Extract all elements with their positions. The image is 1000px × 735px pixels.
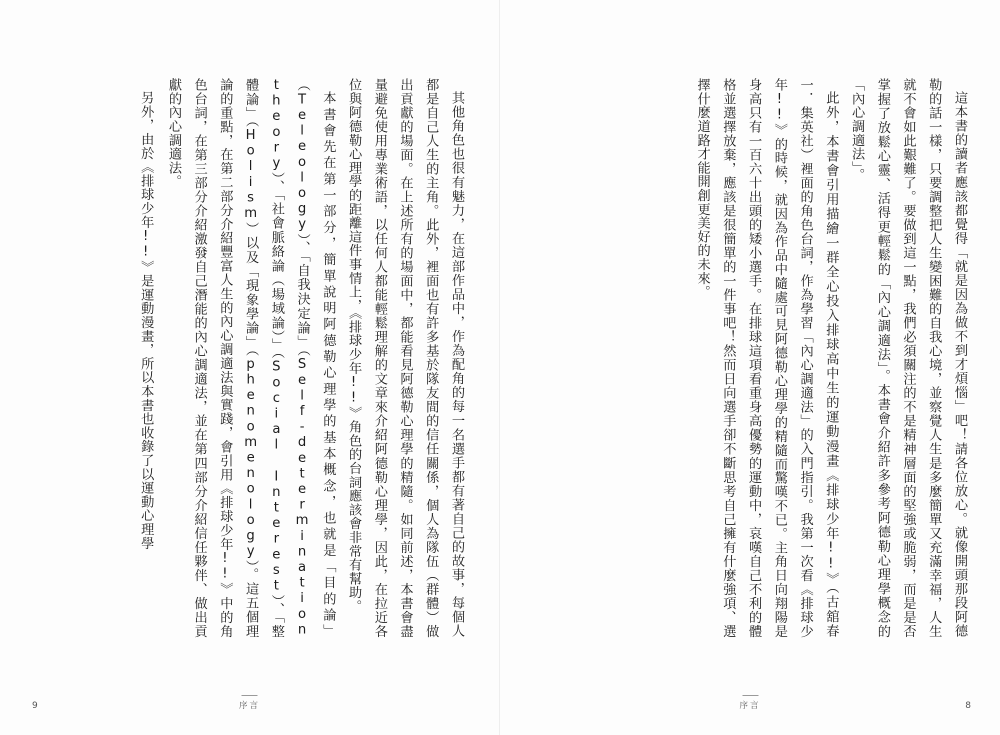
running-head: 序言 [239,695,260,711]
page-number: 8 [965,701,972,711]
page-left-footer [0,687,499,711]
paragraph: 本書會先在第一部分，簡單說明阿德勒心理學的基本概念，也就是「目的論」（Teleology）、「自我決定論」（Self-determination theory）、「社會脈絡論（場域論）」（Social Interest）、「整體論」（Holism）以及「現象學論」（phenomenology）。這五個理論的重點，在第二部分介紹豐富人生的內心調適法與實踐，會引用《排球少年!!》中的角色台詞，在第三部分介紹激發自己潛能的內心調適法，並在第四部分介紹信任夥伴、做出貢獻的內心調適法。 [165,78,336,638]
paragraph: 這本書的讀者應該都覺得「就是因為做不到才煩惱」吧！請各位放心。就像開頭那段阿德勒的話一樣，只要調整把人生變困難的自我心境，並察覺人生是多麼簡單又充滿幸福，人生就不會如此艱難了。要做到這一點，我們必須關注的不是精神層面的堅強或脆弱，而是是否掌握了放鬆心靈、活得更輕鬆的「內心調適法」。本書會介紹許多參考阿德勒心理學概念的「內心調適法」。 [849,78,967,638]
page-right-textblock [540,78,972,638]
page-right [500,0,1000,735]
page-left-textblock [44,78,469,638]
paragraph: 另外，由於《排球少年!!》是運動漫畫，所以本書也收錄了以運動心理學 [138,91,154,551]
running-head: 序言 [739,695,760,711]
paragraph: 此外，本書會引用描繪一群全心投入排球高中生的運動漫畫《排球少年!!》（古舘春一．集英社）裡面的角色台詞，作為學習「內心調適法」的入門指引。我第一次看《排球少年!!》的時候，就因為作品中隨處可見阿德勒心理學的精隨而驚嘆不已。主角日向翔陽是身高只有一百六十出頭的矮小選手。在排球這項看重身高優勢的運動中，哀嘆自己不利的體格並選擇放棄，應該是很簡單的一件事吧！然而日向選手卻不斷思考自己擁有什麼強項、選擇什麼道路才能開創更美好的未來。 [694,78,839,638]
page-right-footer [500,687,1000,711]
paragraph: 其他角色也很有魅力，在這部作品中，作為配角的每一名選手都有著自己的故事，每個人都是自己人生的主角。此外，裡面也有許多基於隊友間的信任關係，個人為隊伍（群體）做出貢獻的場面。在上述所有的場面中，都能看見阿德勒心理學的精隨。如同前述，本書會盡量避免使用專業術語，以任何人都能輕鬆理解的文章來介紹阿德勒心理學，因此，在拉近各位與阿德勒心理學的距離這件事情上，《排球少年!!》角色的台詞應該會非常有幫助。 [346,78,464,638]
page-number: 9 [32,701,39,711]
